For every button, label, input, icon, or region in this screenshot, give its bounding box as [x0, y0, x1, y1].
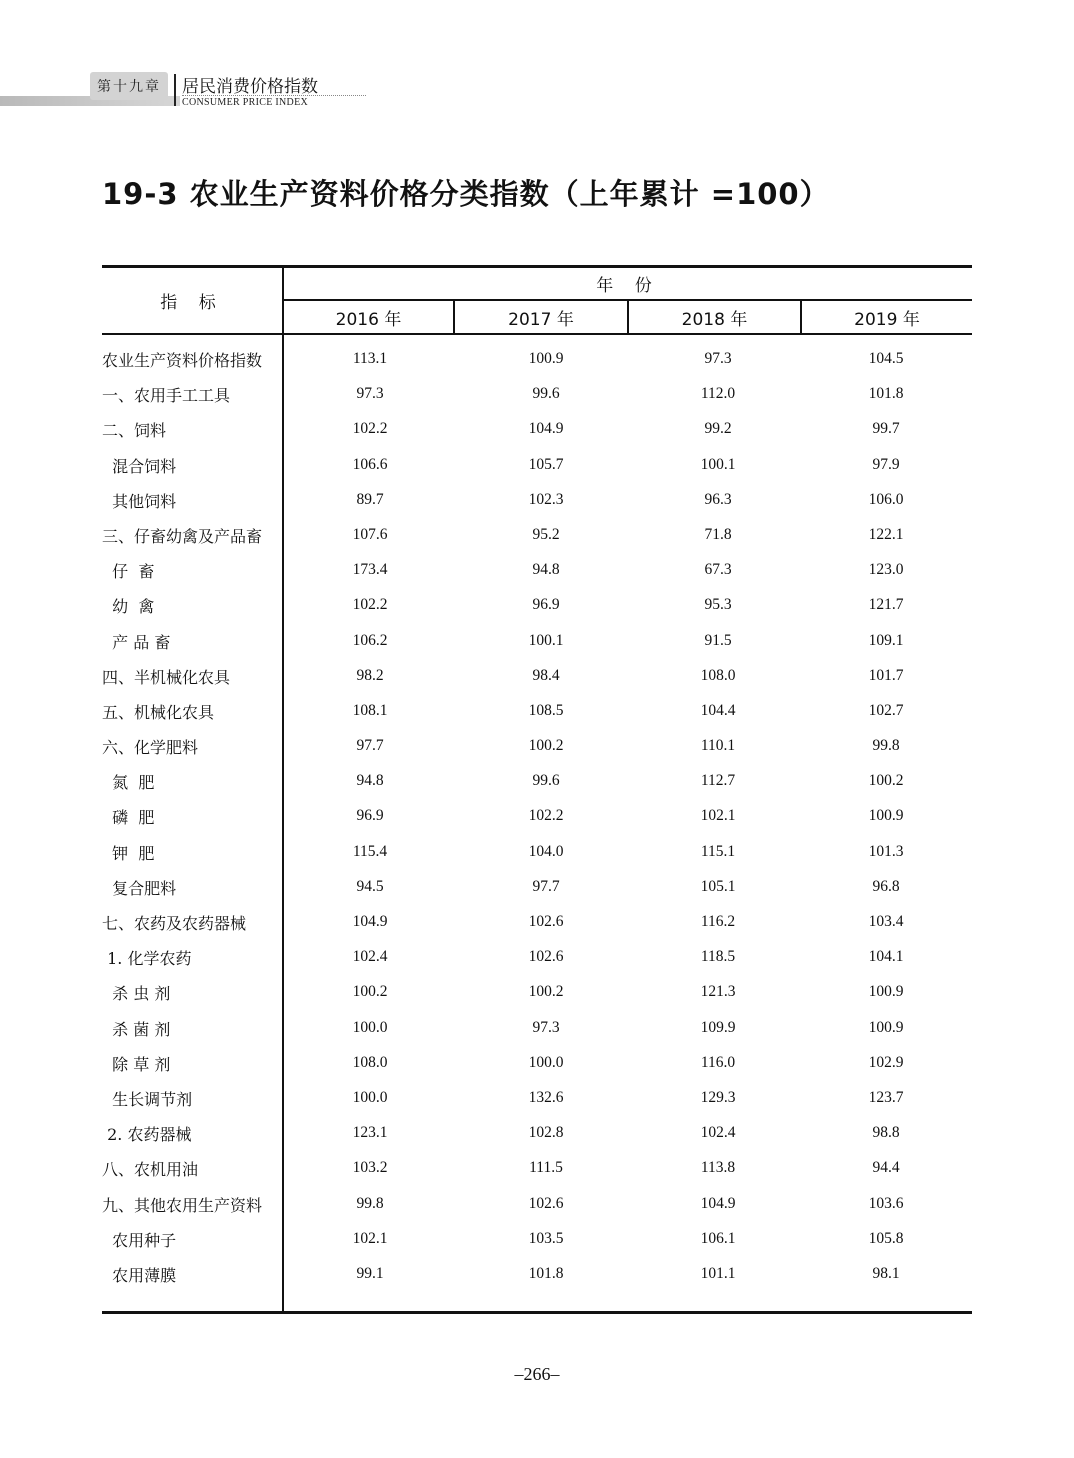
value-cell: 106.6 — [352, 455, 388, 473]
table-row — [0, 835, 1074, 870]
table-row — [0, 729, 1074, 764]
value-cell: 100.9 — [868, 1018, 904, 1036]
value-cell: 103.4 — [868, 913, 904, 930]
value-cell: 101.3 — [868, 842, 904, 860]
table-bottom-rule — [102, 1311, 972, 1314]
value-cell: 101.7 — [868, 666, 904, 684]
value-cell: 104.9 — [528, 420, 564, 438]
table-row — [0, 659, 1074, 694]
value-cell: 96.9 — [356, 807, 384, 825]
value-cell: 102.6 — [528, 913, 564, 930]
value-cell: 104.4 — [700, 701, 736, 719]
row-label: 杀 菌 剂 — [102, 1019, 171, 1039]
row-label: 九、其他农用生产资料 — [102, 1195, 263, 1215]
table-row — [0, 905, 1074, 940]
value-cell: 129.3 — [700, 1088, 736, 1106]
row-label: 磷 肥 — [102, 808, 155, 828]
row-label: 复合肥料 — [102, 878, 177, 898]
value-cell: 111.5 — [529, 1159, 563, 1177]
value-cell: 109.9 — [700, 1018, 736, 1036]
row-label: 二、饲料 — [102, 421, 167, 441]
value-cell: 102.1 — [700, 807, 736, 825]
row-label: 钾 肥 — [102, 843, 155, 863]
row-label: 七、农药及农药器械 — [102, 914, 247, 933]
value-cell: 99.7 — [872, 420, 900, 438]
value-cell: 98.2 — [356, 666, 384, 684]
column-header-2018: 2018 年 — [681, 309, 748, 330]
value-cell: 100.2 — [528, 737, 564, 755]
table-row — [0, 377, 1074, 412]
row-label: 六、化学肥料 — [102, 738, 199, 758]
chapter-label: 第十九章 — [90, 72, 168, 100]
year-header: 年 份 — [596, 276, 660, 296]
row-label: 农业生产资料价格指数 — [102, 351, 263, 370]
table-row — [0, 764, 1074, 799]
value-cell: 98.1 — [872, 1264, 900, 1282]
value-cell: 113.8 — [700, 1159, 736, 1177]
row-label: 产 品 畜 — [102, 632, 171, 652]
table-row — [0, 799, 1074, 834]
value-cell: 89.7 — [356, 490, 384, 508]
table-row — [0, 1222, 1074, 1257]
value-cell: 102.6 — [528, 948, 564, 966]
column-header-2019: 2019 年 — [854, 309, 920, 330]
value-cell: 97.7 — [356, 737, 384, 755]
value-cell: 108.0 — [700, 666, 736, 684]
table-row — [0, 1257, 1074, 1292]
row-label: 除 草 剂 — [102, 1054, 171, 1074]
value-cell: 102.2 — [528, 807, 564, 825]
value-cell: 113.1 — [352, 350, 388, 367]
value-cell: 100.2 — [528, 983, 564, 1001]
value-cell: 96.8 — [872, 877, 900, 895]
value-cell: 118.5 — [700, 948, 736, 966]
value-cell: 116.0 — [700, 1053, 736, 1071]
table-row — [0, 1151, 1074, 1186]
value-cell: 110.1 — [700, 737, 736, 755]
table-header-rule — [102, 333, 972, 335]
value-cell: 94.5 — [356, 877, 384, 895]
value-cell: 104.9 — [352, 913, 388, 930]
table-row — [0, 412, 1074, 447]
table-row — [0, 870, 1074, 905]
page-number: –266– — [514, 1364, 560, 1384]
value-cell: 99.8 — [356, 1194, 384, 1212]
value-cell: 105.1 — [700, 877, 736, 895]
row-label: 农用种子 — [102, 1230, 177, 1250]
table-row — [0, 1187, 1074, 1222]
value-cell: 105.8 — [868, 1229, 904, 1247]
value-cell: 97.3 — [704, 350, 732, 367]
value-cell: 96.9 — [532, 596, 560, 614]
column-header-2016: 2016 年 — [335, 309, 402, 330]
table-row — [0, 694, 1074, 729]
value-cell: 100.9 — [868, 983, 904, 1001]
value-cell: 102.1 — [352, 1229, 388, 1247]
value-cell: 100.9 — [528, 350, 564, 367]
value-cell: 103.2 — [352, 1159, 388, 1177]
value-cell: 94.8 — [356, 772, 384, 790]
value-cell: 102.9 — [868, 1053, 904, 1071]
value-cell: 107.6 — [352, 525, 388, 543]
value-cell: 121.3 — [700, 983, 736, 1001]
value-cell: 96.3 — [704, 490, 732, 508]
header-dotted-rule — [182, 95, 366, 96]
value-cell: 100.0 — [352, 1088, 388, 1106]
row-label: 四、半机械化农具 — [102, 667, 231, 687]
value-cell: 104.5 — [868, 350, 904, 367]
row-label: 五、机械化农具 — [102, 702, 215, 722]
row-label: 氮 肥 — [102, 773, 155, 793]
table-row — [0, 975, 1074, 1010]
value-cell: 102.3 — [528, 490, 564, 508]
value-cell: 67.3 — [704, 561, 732, 579]
table-row — [0, 342, 1074, 377]
value-cell: 100.2 — [868, 772, 904, 790]
row-label: 农用薄膜 — [102, 1265, 177, 1285]
table-title: 19-3 农业生产资料价格分类指数（上年累计 =100） — [102, 177, 830, 211]
value-cell: 101.1 — [700, 1264, 736, 1282]
table-row — [0, 518, 1074, 553]
table-row — [0, 588, 1074, 623]
value-cell: 98.4 — [532, 666, 560, 684]
value-cell: 108.5 — [528, 701, 564, 719]
row-label: 其他饲料 — [102, 491, 177, 511]
value-cell: 108.1 — [352, 701, 388, 719]
row-label: 幼 禽 — [102, 597, 155, 617]
stub-header: 指 标 — [160, 293, 224, 313]
row-label: 生长调节剂 — [102, 1089, 193, 1109]
value-cell: 122.1 — [868, 525, 904, 543]
value-cell: 105.7 — [528, 455, 564, 473]
table-row — [0, 1116, 1074, 1151]
value-cell: 99.6 — [532, 772, 560, 790]
table-row — [0, 940, 1074, 975]
value-cell: 103.6 — [868, 1194, 904, 1212]
value-cell: 100.1 — [528, 631, 564, 649]
value-cell: 173.4 — [352, 561, 388, 579]
value-cell: 94.8 — [532, 561, 560, 579]
row-label: 三、仔畜幼禽及产品畜 — [102, 526, 263, 546]
value-cell: 104.0 — [528, 842, 564, 860]
row-label: 混合饲料 — [102, 456, 177, 476]
value-cell: 109.1 — [868, 631, 904, 649]
value-cell: 97.9 — [872, 455, 900, 473]
table-row — [0, 553, 1074, 588]
value-cell: 100.0 — [528, 1053, 564, 1071]
value-cell: 102.7 — [868, 701, 904, 719]
row-label: 仔 畜 — [102, 562, 155, 582]
value-cell: 116.2 — [700, 913, 736, 930]
value-cell: 123.7 — [868, 1088, 904, 1106]
value-cell: 103.5 — [528, 1229, 564, 1247]
value-cell: 123.1 — [352, 1124, 388, 1142]
header-divider — [174, 74, 176, 106]
value-cell: 115.1 — [700, 842, 736, 860]
value-cell: 95.3 — [704, 596, 732, 614]
table-body — [0, 342, 1074, 1292]
value-cell: 99.6 — [532, 385, 560, 403]
row-label: 杀 虫 剂 — [102, 984, 171, 1004]
value-cell: 112.7 — [700, 772, 736, 790]
table-row — [0, 483, 1074, 518]
row-label: 1. 化学农药 — [102, 949, 192, 969]
value-cell: 104.9 — [700, 1194, 736, 1212]
value-cell: 97.7 — [532, 877, 560, 895]
header-title-en: CONSUMER PRICE INDEX — [182, 97, 309, 108]
value-cell: 100.0 — [352, 1018, 388, 1036]
value-cell: 123.0 — [868, 561, 904, 579]
value-cell: 100.9 — [868, 807, 904, 825]
value-cell: 99.1 — [356, 1264, 384, 1282]
row-label: 2. 农药器械 — [102, 1125, 192, 1145]
row-label: 八、农机用油 — [102, 1160, 199, 1180]
value-cell: 99.8 — [872, 737, 900, 755]
value-cell: 100.2 — [352, 983, 388, 1001]
value-cell: 102.2 — [352, 596, 388, 614]
value-cell: 102.8 — [528, 1124, 564, 1142]
table-row — [0, 624, 1074, 659]
value-cell: 132.6 — [528, 1088, 564, 1106]
value-cell: 102.6 — [528, 1194, 564, 1212]
value-cell: 97.3 — [356, 385, 384, 403]
value-cell: 106.2 — [352, 631, 388, 649]
value-cell: 98.8 — [872, 1124, 900, 1142]
value-cell: 121.7 — [868, 596, 904, 614]
value-cell: 91.5 — [704, 631, 732, 649]
row-label: 一、农用手工工具 — [102, 386, 231, 406]
value-cell: 101.8 — [868, 385, 904, 403]
table-row — [0, 1081, 1074, 1116]
value-cell: 115.4 — [352, 842, 388, 860]
value-cell: 102.4 — [700, 1124, 736, 1142]
value-cell: 97.3 — [532, 1018, 560, 1036]
value-cell: 99.2 — [704, 420, 732, 438]
value-cell: 102.4 — [352, 948, 388, 966]
value-cell: 106.0 — [868, 490, 904, 508]
table-row — [0, 1011, 1074, 1046]
value-cell: 71.8 — [704, 525, 732, 543]
column-header-2017: 2017 年 — [508, 309, 574, 330]
header-title-cn: 居民消费价格指数 — [182, 77, 318, 97]
value-cell: 94.4 — [872, 1159, 900, 1177]
table-row — [0, 1046, 1074, 1081]
value-cell: 106.1 — [700, 1229, 736, 1247]
value-cell: 104.1 — [868, 948, 904, 966]
table-row — [0, 448, 1074, 483]
value-cell: 95.2 — [532, 525, 560, 543]
value-cell: 108.0 — [352, 1053, 388, 1071]
value-cell: 101.8 — [528, 1264, 564, 1282]
value-cell: 112.0 — [700, 385, 736, 403]
value-cell: 100.1 — [700, 455, 736, 473]
value-cell: 102.2 — [352, 420, 388, 438]
